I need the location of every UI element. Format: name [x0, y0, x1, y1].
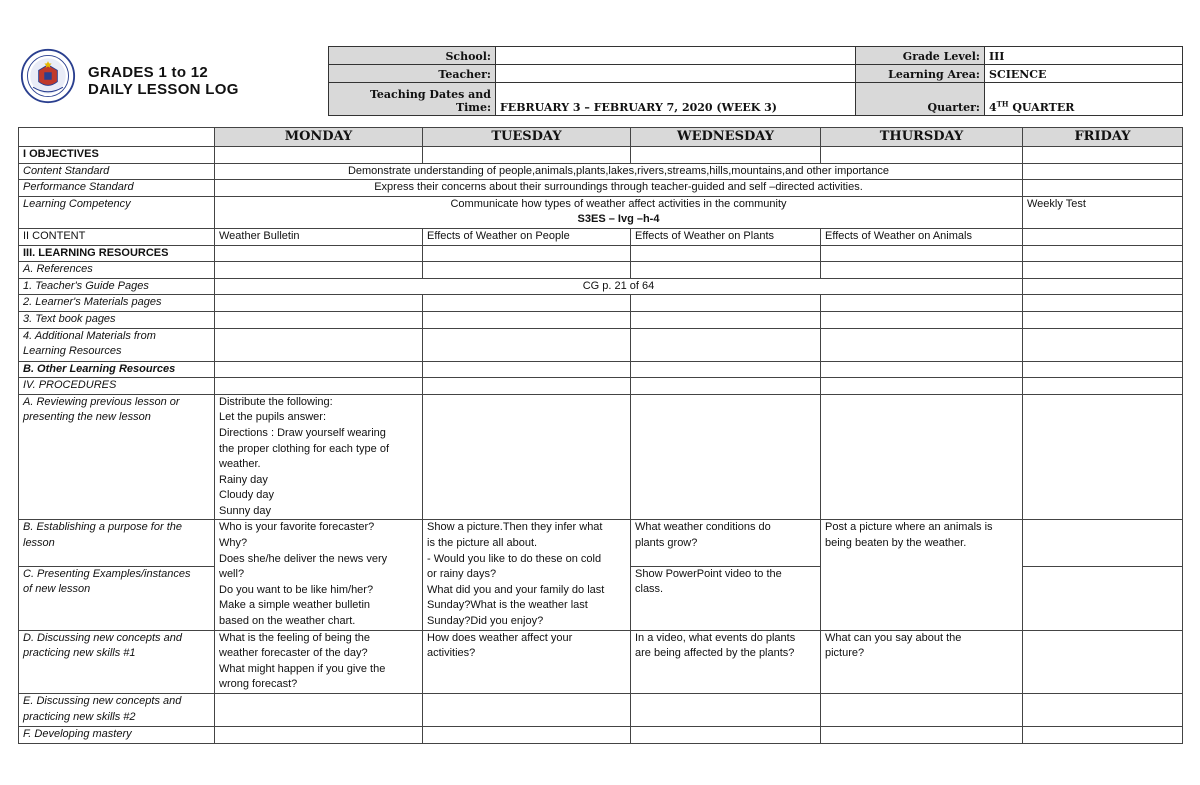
discussing2-row [19, 694, 1183, 727]
presenting-label-line-2: of new lesson [23, 583, 91, 596]
mastery-row [19, 727, 1183, 744]
empty-cell [1023, 520, 1183, 566]
establishing-label-line-1: B. Establishing a purpose for the [23, 521, 182, 534]
quarter-suffix: TH [996, 99, 1009, 109]
discussing1-tuesday [423, 630, 631, 693]
establishing-label-line-2: lesson [23, 537, 55, 550]
content-monday: Weather Bulletin [215, 228, 423, 245]
discussing2-label-line-1: E. Discussing new concepts and [23, 695, 182, 707]
school-label: School: [329, 47, 496, 65]
cell-line: activities? [427, 647, 476, 660]
teachers-guide-value: CG p. 21 of 64 [215, 278, 1023, 295]
empty-cell [1023, 727, 1183, 744]
establishing-row [19, 520, 1183, 566]
cell-line: Let the pupils answer: [219, 411, 327, 424]
reviewing-monday [215, 394, 423, 520]
discussing1-monday [215, 630, 423, 693]
document-header [18, 46, 1182, 112]
performance-standard-value: Express their concerns about their surroundings through teacher-guided and self –directed activities. [215, 180, 1023, 197]
cell-line: How does weather affect your [427, 631, 573, 644]
empty-cell [423, 311, 631, 328]
cell-line: is the picture all about. [427, 537, 538, 550]
reviewing-label-line-1: A. Reviewing previous lesson or [23, 395, 180, 408]
cell-line: Who is your favorite forecaster? [219, 521, 375, 534]
empty-cell [423, 694, 631, 727]
empty-cell [1023, 278, 1183, 295]
grade-level-label: Grade Level: [856, 47, 985, 65]
empty-cell [423, 328, 631, 361]
grade-level-value: III [985, 47, 1183, 65]
cell-line: Does she/he deliver the news very [219, 552, 388, 565]
empty-cell [423, 295, 631, 312]
dates-label-line-2: Time: [455, 101, 491, 114]
empty-cell [631, 147, 821, 164]
reviewing-row [19, 394, 1183, 520]
empty-cell [423, 147, 631, 164]
empty-cell [1023, 630, 1183, 693]
text-book-row [19, 311, 1183, 328]
empty-cell [821, 262, 1023, 279]
cell-line: In a video, what events do plants [635, 631, 796, 644]
title-line-1: GRADES 1 to 12 [88, 64, 209, 81]
empty-cell [631, 394, 821, 520]
performance-standard-row [19, 180, 1183, 197]
empty-cell [821, 311, 1023, 328]
content-standard-label: Content Standard [19, 163, 215, 180]
cell-line: plants grow? [635, 537, 698, 550]
empty-cell [1023, 361, 1183, 378]
dates-label-line-1: Teaching Dates and [369, 88, 491, 101]
empty-cell [215, 262, 423, 279]
cell-line: based on the weather chart. [219, 615, 356, 628]
content-standard-value: Demonstrate understanding of people,animals,plants,lakes,rivers,streams,hills,mountains,and other importance [215, 163, 1023, 180]
dates-label [329, 83, 496, 116]
empty-cell [631, 694, 821, 727]
content-row [19, 228, 1183, 245]
cell-line: Show a picture.Then they infer what [427, 521, 603, 534]
cell-line: being beaten by the weather. [825, 537, 967, 550]
cell-line: Cloudy day [219, 489, 275, 502]
empty-cell [631, 245, 821, 262]
empty-cell [215, 328, 423, 361]
bc-monday [215, 520, 423, 630]
empty-cell [821, 694, 1023, 727]
learners-materials-label: 2. Learner's Materials pages [19, 295, 215, 312]
discussing1-wednesday [631, 630, 821, 693]
cell-line: well? [219, 568, 245, 581]
corner-cell [19, 128, 215, 147]
friday-weekly-test: Weekly Test [1023, 196, 1183, 228]
bc-tuesday [423, 520, 631, 630]
cell-line: What weather conditions do [635, 521, 771, 534]
cell-line: or rainy days? [427, 568, 497, 581]
objectives-label: I OBJECTIVES [19, 147, 215, 164]
cell-line: picture? [825, 647, 865, 660]
deped-seal-icon [20, 48, 76, 104]
learning-competency-label: Learning Competency [19, 196, 215, 228]
content-tuesday: Effects of Weather on People [423, 228, 631, 245]
empty-cell [423, 394, 631, 520]
mastery-label: F. Developing mastery [19, 727, 215, 744]
additional-materials-line-1: 4. Additional Materials from [23, 329, 156, 342]
learning-resources-row [19, 245, 1183, 262]
cell-line: weather forecaster of the day? [219, 647, 368, 660]
reviewing-label [19, 394, 215, 520]
empty-cell [1023, 311, 1183, 328]
cell-line: Why? [219, 537, 248, 550]
empty-cell [821, 295, 1023, 312]
additional-materials-line-2: Learning Resources [23, 345, 122, 358]
content-standard-row [19, 163, 1183, 180]
empty-cell [1023, 378, 1183, 395]
cell-line: Sunday?What is the weather last [427, 599, 588, 612]
teachers-guide-label: 1. Teacher's Guide Pages [19, 278, 215, 295]
empty-cell [215, 378, 423, 395]
empty-cell [1023, 694, 1183, 727]
teacher-value [496, 65, 856, 83]
procedures-row [19, 378, 1183, 395]
empty-cell [215, 361, 423, 378]
header-info-table [328, 46, 1183, 116]
cell-line: Sunny day [219, 504, 271, 517]
learners-materials-row [19, 295, 1183, 312]
empty-cell [1023, 295, 1183, 312]
empty-cell [423, 262, 631, 279]
empty-cell [215, 694, 423, 727]
references-row [19, 262, 1183, 279]
empty-cell [1023, 163, 1183, 180]
empty-cell [821, 328, 1023, 361]
content-wednesday: Effects of Weather on Plants [631, 228, 821, 245]
quarter-value [985, 83, 1183, 116]
procedures-label: IV. PROCEDURES [19, 378, 215, 395]
day-header-wednesday: WEDNESDAY [631, 128, 821, 147]
cell-line: - Would you like to do these on cold [427, 552, 602, 565]
empty-cell [215, 245, 423, 262]
empty-cell [821, 727, 1023, 744]
empty-cell [821, 361, 1023, 378]
empty-cell [821, 245, 1023, 262]
additional-materials-row [19, 328, 1183, 361]
learning-competency-value [215, 196, 1023, 228]
empty-cell [821, 378, 1023, 395]
discussing2-label-line-2: practicing new skills #2 [23, 710, 136, 723]
empty-cell [631, 328, 821, 361]
empty-cell [215, 295, 423, 312]
title-line-2: DAILY LESSON LOG [88, 81, 239, 98]
day-header-tuesday: TUESDAY [423, 128, 631, 147]
cell-line: class. [635, 583, 664, 596]
empty-cell [1023, 566, 1183, 630]
objectives-row [19, 147, 1183, 164]
empty-cell [215, 147, 423, 164]
empty-cell [631, 311, 821, 328]
cell-line: Sunday?Did you enjoy? [427, 615, 544, 628]
dates-value: FEBRUARY 3 – FEBRUARY 7, 2020 (WEEK 3) [496, 83, 856, 116]
cell-line: Make a simple weather bulletin [219, 599, 371, 612]
additional-materials-label [19, 328, 215, 361]
other-resources-label: B. Other Learning Resources [19, 361, 215, 378]
empty-cell [631, 262, 821, 279]
teacher-label: Teacher: [329, 65, 496, 83]
cell-line: Show PowerPoint video to the [635, 567, 782, 580]
empty-cell [1023, 245, 1183, 262]
reviewing-label-line-2: presenting the new lesson [23, 411, 151, 424]
cell-line: What did you and your family do last [427, 583, 605, 596]
cell-line: What is the feeling of being the [219, 631, 371, 644]
empty-cell [821, 394, 1023, 520]
day-header-thursday: THURSDAY [821, 128, 1023, 147]
empty-cell [631, 361, 821, 378]
empty-cell [423, 361, 631, 378]
bc-thursday [821, 520, 1023, 630]
empty-cell [1023, 328, 1183, 361]
discussing2-label [19, 694, 215, 727]
content-thursday: Effects of Weather on Animals [821, 228, 1023, 245]
cell-line: the proper clothing for each type of [219, 442, 389, 455]
cell-line: What might happen if you give the [219, 662, 386, 675]
learning-competency-row [19, 196, 1183, 228]
discussing1-label [19, 630, 215, 693]
text-book-label: 3. Text book pages [19, 311, 215, 328]
cell-line: Post a picture where an animals is [825, 521, 993, 534]
references-label: A. References [19, 262, 215, 279]
learning-area-label: Learning Area: [856, 65, 985, 83]
cell-line: Rainy day [219, 473, 268, 486]
empty-cell [215, 727, 423, 744]
empty-cell [1023, 228, 1183, 245]
empty-cell [631, 295, 821, 312]
empty-cell [1023, 180, 1183, 197]
cell-line: What can you say about the [825, 631, 962, 644]
presenting-label [19, 566, 215, 630]
document-title [88, 64, 239, 98]
day-header-row [19, 128, 1183, 147]
discussing1-label-line-2: practicing new skills #1 [23, 647, 136, 660]
empty-cell [423, 727, 631, 744]
cell-line: weather. [219, 458, 261, 471]
empty-cell [1023, 394, 1183, 520]
empty-cell [631, 378, 821, 395]
cell-line: Distribute the following: [219, 395, 333, 408]
presenting-wednesday [631, 566, 821, 630]
cell-line: wrong forecast? [219, 678, 298, 691]
content-label: II CONTENT [19, 228, 215, 245]
discussing1-thursday [821, 630, 1023, 693]
empty-cell [215, 311, 423, 328]
empty-cell [631, 727, 821, 744]
school-value [496, 47, 856, 65]
competency-text: Communicate how types of weather affect activities in the community [450, 197, 787, 210]
competency-code: S3ES – Ivg –h-4 [577, 213, 660, 226]
empty-cell [1023, 147, 1183, 164]
teachers-guide-row [19, 278, 1183, 295]
quarter-number: 4 [989, 101, 997, 114]
establishing-wednesday [631, 520, 821, 566]
performance-standard-label: Performance Standard [19, 180, 215, 197]
cell-line: Directions : Draw yourself wearing [219, 426, 386, 439]
cell-line: are being affected by the plants? [635, 647, 795, 660]
learning-resources-label: III. LEARNING RESOURCES [19, 245, 215, 262]
other-resources-row [19, 361, 1183, 378]
empty-cell [423, 378, 631, 395]
quarter-word: QUARTER [1012, 101, 1075, 114]
day-header-friday: FRIDAY [1023, 128, 1183, 147]
discussing1-label-line-1: D. Discussing new concepts and [23, 631, 182, 644]
empty-cell [1023, 262, 1183, 279]
day-header-monday: MONDAY [215, 128, 423, 147]
discussing1-row [19, 630, 1183, 693]
presenting-label-line-1: C. Presenting Examples/instances [23, 567, 191, 580]
lesson-log-table [18, 127, 1183, 744]
quarter-label: Quarter: [856, 83, 985, 116]
cell-line: Do you want to be like him/her? [219, 583, 374, 596]
establishing-label [19, 520, 215, 566]
learning-area-value: SCIENCE [985, 65, 1183, 83]
empty-cell [821, 147, 1023, 164]
empty-cell [423, 245, 631, 262]
